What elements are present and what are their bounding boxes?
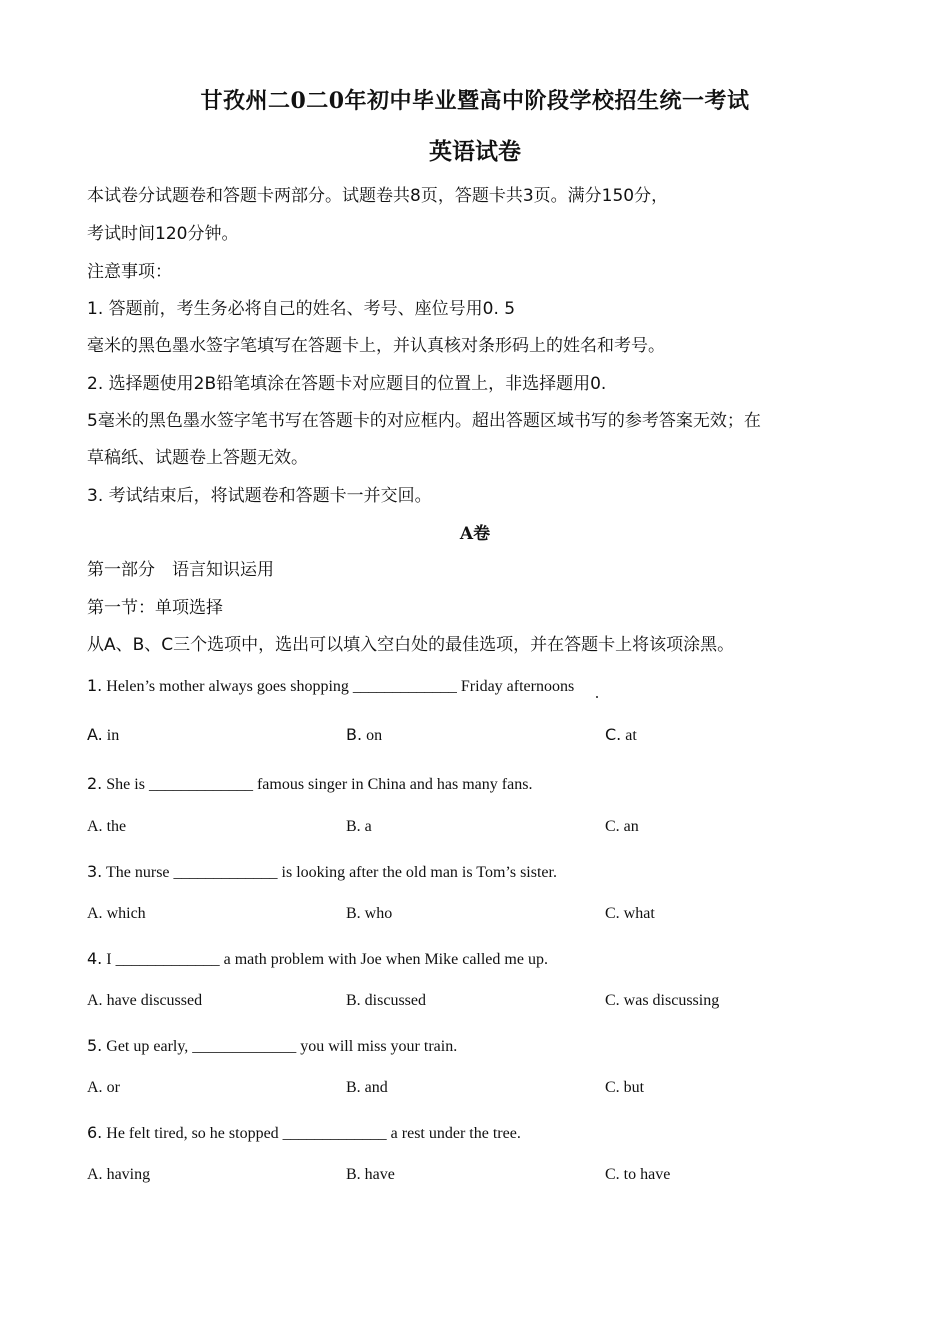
option-text: but — [623, 1079, 645, 1096]
option-letter: C. — [605, 905, 620, 922]
option-text: have — [364, 1166, 395, 1183]
option-letter: B. — [346, 1079, 361, 1096]
notice-item-1b: 毫米的黑色墨水签字笔填写在答题卡上，并认真核对条形码上的姓名和考号。 — [87, 336, 665, 356]
option-letter: B. — [346, 1166, 361, 1183]
option-a[interactable] — [87, 1166, 150, 1184]
option-text: discussed — [364, 992, 426, 1009]
notice-item-2c: 草稿纸、试题卷上答题无效。 — [87, 448, 308, 468]
question-number: 1. — [87, 676, 103, 695]
option-letter: A. — [87, 905, 103, 922]
question-text: Helen’s mother always goes shopping _____________ Friday afternoons — [106, 678, 575, 695]
option-b[interactable] — [346, 725, 382, 745]
question-2 — [87, 774, 532, 794]
volume-label: A卷 — [459, 524, 491, 544]
option-c[interactable] — [605, 1166, 670, 1184]
directions: 从A、B、C三个选项中，选出可以填入空白处的最佳选项，并在答题卡上将该项涂黑。 — [87, 635, 735, 655]
option-letter: B. — [346, 725, 363, 744]
option-c[interactable] — [605, 992, 719, 1010]
question-number: 2. — [87, 774, 103, 793]
option-text: in — [106, 727, 120, 744]
notice-item-3: 3. 考试结束后，将试题卷和答题卡一并交回。 — [87, 486, 432, 506]
option-letter: A. — [87, 1079, 103, 1096]
option-b[interactable] — [346, 905, 392, 923]
question-1 — [87, 676, 574, 696]
option-c[interactable] — [605, 1079, 644, 1097]
notice-heading: 注意事项： — [87, 262, 172, 282]
option-c[interactable] — [605, 905, 655, 923]
option-letter: B. — [346, 992, 361, 1009]
question-text: He felt tired, so he stopped _____________ a rest under the tree. — [106, 1125, 521, 1142]
option-letter: B. — [346, 818, 361, 835]
question-4 — [87, 949, 548, 969]
instruction-line-2: 考试时间120分钟。 — [87, 224, 239, 244]
question-text: The nurse _____________ is looking after the old man is Tom’s sister. — [105, 864, 557, 881]
option-a[interactable] — [87, 725, 119, 745]
question-text: She is _____________ famous singer in China and has many fans. — [106, 776, 533, 793]
option-text: the — [106, 818, 127, 835]
option-text: at — [625, 727, 637, 744]
option-b[interactable] — [346, 1166, 395, 1184]
question-text: I _____________ a math problem with Joe when Mike called me up. — [106, 951, 548, 968]
option-text: a — [364, 818, 372, 835]
notice-item-1a: 1. 答题前，考生务必将自己的姓名、考号、座位号用0. 5 — [87, 299, 516, 319]
stray-dot — [596, 696, 598, 698]
option-text: who — [364, 905, 393, 922]
option-letter: A. — [87, 1166, 103, 1183]
option-text: or — [106, 1079, 120, 1096]
option-b[interactable] — [346, 1079, 388, 1097]
exam-title: 甘孜州二0二0年初中毕业暨高中阶段学校招生统一考试 — [200, 88, 750, 114]
question-3 — [87, 862, 557, 882]
option-a[interactable] — [87, 1079, 120, 1097]
option-c[interactable] — [605, 725, 637, 745]
option-text: on — [366, 727, 383, 744]
option-text: having — [106, 1166, 151, 1183]
notice-item-2b: 5毫米的黑色墨水签字笔书写在答题卡的对应框内。超出答题区域书写的参考答案无效；在 — [87, 411, 761, 431]
option-b[interactable] — [346, 992, 426, 1010]
question-number: 4. — [87, 949, 103, 968]
option-letter: A. — [87, 992, 103, 1009]
option-letter: A. — [87, 725, 103, 744]
notice-item-2a: 2. 选择题使用2B铅笔填涂在答题卡对应题目的位置上，非选择题用0. — [87, 374, 607, 394]
instruction-line-1: 本试卷分试题卷和答题卡两部分。试题卷共8页，答题卡共3页。满分150分， — [87, 186, 669, 206]
question-6 — [87, 1123, 521, 1143]
option-a[interactable] — [87, 905, 146, 923]
option-letter: B. — [346, 905, 361, 922]
option-c[interactable] — [605, 818, 639, 836]
option-text: to have — [623, 1166, 671, 1183]
option-text: an — [623, 818, 639, 835]
option-letter: C. — [605, 992, 620, 1009]
question-number: 3. — [87, 862, 103, 881]
part-heading: 第一部分 语言知识运用 — [87, 560, 274, 580]
question-text: Get up early, _____________ you will miss your train. — [106, 1038, 458, 1055]
option-a[interactable] — [87, 818, 126, 836]
option-letter: C. — [605, 818, 620, 835]
option-letter: C. — [605, 725, 622, 744]
option-text: which — [106, 905, 146, 922]
exam-subtitle: 英语试卷 — [429, 138, 521, 165]
option-text: was discussing — [623, 992, 720, 1009]
option-text: and — [364, 1079, 388, 1096]
option-letter: C. — [605, 1166, 620, 1183]
subsection-heading: 第一节：单项选择 — [87, 598, 223, 618]
option-text: have discussed — [106, 992, 203, 1009]
option-letter: C. — [605, 1079, 620, 1096]
option-letter: A. — [87, 818, 103, 835]
question-5 — [87, 1036, 457, 1056]
option-text: what — [623, 905, 655, 922]
question-number: 6. — [87, 1123, 103, 1142]
question-number: 5. — [87, 1036, 103, 1055]
option-b[interactable] — [346, 818, 372, 836]
option-a[interactable] — [87, 992, 202, 1010]
